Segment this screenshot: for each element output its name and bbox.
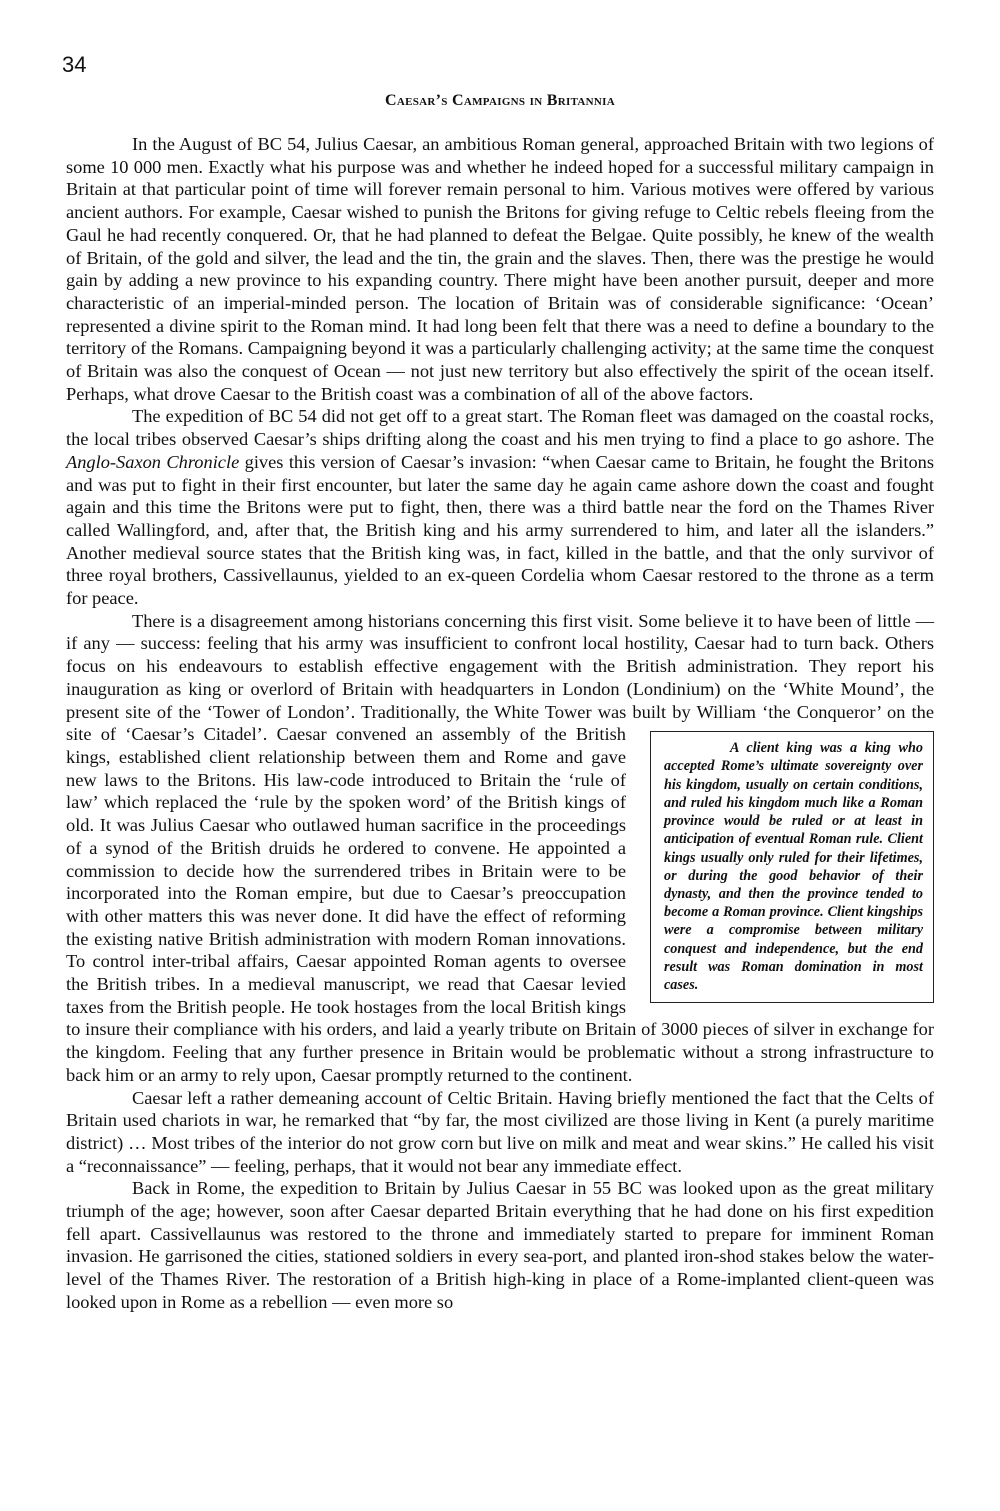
- paragraph-3-start: There is a disagreement among historians concerning this first visit. Some believe it to have been of little — if any — success: feeling that his army was insufficient to confront local hostility, Caesar had to turn back. Others focus on his endeavours to establish effective engagement with the British administration. They report his inauguration as king or overlord of Britain with headquarters in London (Londinium) on the ‘White Mound’, the present site of the ‘Tower of London’. Traditionally, the White Tower was built by William ‘the Conqueror’ on the site of ‘Caesar’s Citadel’. Caesar convened an: [66, 610, 934, 745]
- paragraph-3: [66, 610, 934, 1087]
- body-text: [66, 133, 934, 1314]
- paragraph-2: [66, 405, 934, 609]
- book-title: Anglo-Saxon Chronicle: [66, 451, 240, 472]
- client-king-sidebar: A client king was a king who accepted Rome’s ultimate sovereignty over his kingdom, usually on certain conditions, and ruled his kingdom much like a Roman province would be ruled or at least in anticipation of eventual Roman rule. Client kings usually only ruled for their lifetimes, or during the good behavior of their dynasty, and then the province tended to become a Roman province. Client kingships were a compromise between military conquest and independence, but the end result was Roman domination in most cases.: [650, 731, 934, 1003]
- paragraph-2-after: gives this version of Caesar’s invasion: “when Caesar came to Britain, he fought the Britons and was put to fight in their first encounter, but later the same day he again came ashore down the coast and fought again and this time the Britons were put to fight, then, there was a third battle near the ford on the Thames River called Wallingford, and, after that, the British king and his army surrendered to him, and later all the islanders.” Another medieval source states that the British king was, in fact, killed in the battle, and that the only survivor of three royal brothers, Cassivellaunus, yielded to an ex-queen Cordelia whom Caesar restored to the throne as a term for peace.: [66, 451, 934, 609]
- paragraph-2-before: The expedition of BC 54 did not get off to a great start. The Roman fleet was damaged on the coastal rocks, the local tribes observed Caesar’s ships drifting along the coast and his men trying to find a place to go ashore. The: [66, 406, 934, 450]
- page-number: 34: [62, 52, 87, 77]
- paragraph-5: Back in Rome, the expedition to Britain by Julius Caesar in 55 BC was looked upon as the great military triumph of the age; however, soon after Caesar departed Britain everything that he had done on his first expedition fell apart. Cassivellaunus was restored to the throne and immediately started to prepare for imminent Roman invasion. He garrisoned the cities, stationed soldiers in every sea-port, and planted iron-shod stakes below the water-level of the Thames River. The restoration of a British high-king in place of a Rome-implanted client-queen was looked upon in Rome as a rebellion — even more so: [66, 1178, 934, 1312]
- paragraph-4: Caesar left a rather demeaning account of Celtic Britain. Having briefly mentioned the fact that the Celts of Britain used chariots in war, he remarked that “by far, the most civilized are those living in Kent (a purely maritime district) … Most tribes of the interior do not grow corn but live on milk and meat and wear skins.” He called his visit a “reconnaissance” — feeling, perhaps, that it would not bear any immediate effect.: [66, 1087, 934, 1176]
- paragraph-3-rest: assembly of the British kings, established client relationship between them and Rome and gave new laws to the Britons. His law-code introduced to Britain the ‘rule of law’ which replaced the ‘rule by the spoken word’ of the British kings of old. It was Julius Caesar who outlawed human sacrifice in the proceedings of a synod of the British druids he ordered to convene. He appointed a commission to decide how the surrendered tribes in Britain were to be incorporated into the Roman empire, but due to Caesar’s preoccupation with other matters this was never done. It did have the effect of reforming the existing native British administration with modern Roman innovations. To control inter-tribal affairs, Caesar appointed Roman agents to oversee the British tribes. In a medieval manuscript, we read that Caesar levied taxes from the British people. He took hostages from the local British kings to insure their compliance with his orders, and laid a yearly tribute on Britain of 3000 pieces of silver in exchange for the kingdom. Feeling that any further presence in Britain would be problematic without a strong infrastructure to back him or an army to rely upon, Caesar promptly returned to the continent.: [66, 724, 934, 1085]
- page-title: Caesar’s Campaigns in Britannia: [385, 92, 615, 109]
- paragraph-1: In the August of BC 54, Julius Caesar, an ambitious Roman general, approached Britain with two legions of some 10 000 men. Exactly what his purpose was and whether he indeed hoped for a successful military campaign in Britain at that particular point of time will forever remain personal to him. Various motives were offered by various ancient authors. For example, Caesar wished to punish the Britons for giving refuge to Celtic rebels fleeing from the Gaul he had recently conquered. Or, that he had planned to defeat the Belgae. Quite possibly, he knew of the wealth of Britain, of the gold and silver, the lead and the tin, the grain and the slaves. Then, there was the prestige he would gain by adding a new province to his expanding country. There might have been another pursuit, deeper and more characteristic of an imperial-minded person. The location of Britain was of considerable significance: ‘Ocean’ represented a divine spirit to the Roman mind. It had long been felt that there was a need to define a boundary to the territory of the Romans. Campaigning beyond it was a particularly challenging activity; at the same time the conquest of Britain was also the conquest of Ocean — not just new territory but also effectively the spirit of the ocean itself. Perhaps, what drove Caesar to the British coast was a combination of all of the above factors.: [66, 134, 934, 404]
